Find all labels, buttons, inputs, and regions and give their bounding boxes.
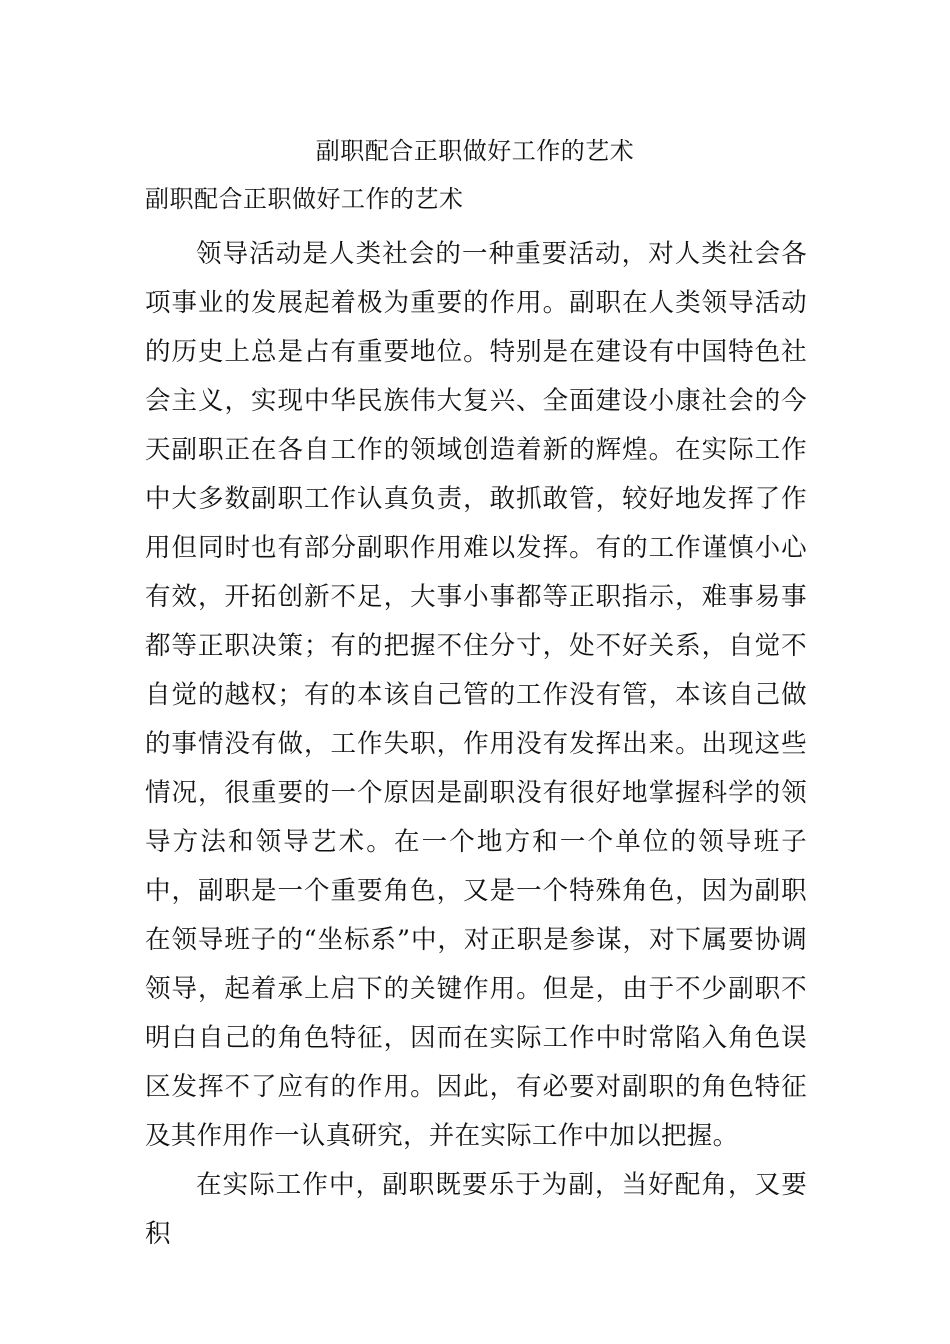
- paragraph-2: 在实际工作中，副职既要乐于为副，当好配角，又要积: [145, 1170, 807, 1249]
- document-subtitle: 副职配合正职做好工作的艺术: [145, 185, 464, 213]
- document-body: [145, 230, 807, 1259]
- document-title: 副职配合正职做好工作的艺术: [315, 137, 635, 165]
- paragraph-1: 领导活动是人类社会的一种重要活动，对人类社会各项事业的发展起着极为重要的作用。副职在人类领导活动的历史上总是占有重要地位。特别是在建设有中国特色社会主义，实现中华民族伟大复兴、全面建设小康社会的今天副职正在各自工作的领域创造着新的辉煌。在实际工作中大多数副职工作认真负责，敢抓敢管，较好地发挥了作用但同时也有部分副职作用难以发挥。有的工作谨慎小心有效，开拓创新不足，大事小事都等正职指示，难事易事都等正职决策；有的把握不住分寸，处不好关系，自觉不自觉的越权；有的本该自己管的工作没有管，本该自己做的事情没有做，工作失职，作用没有发挥出来。出现这些情况，很重要的一个原因是副职没有很好地掌握科学的领导方法和领导艺术。在一个地方和一个单位的领导班子中，副职是一个重要角色，又是一个特殊角色，因为副职在领导班子的“坐标系”中，对正职是参谋，对下属要协调领导，起着承上启下的关键作用。但是，由于不少副职不明白自己的角色特征，因而在实际工作中时常陷入角色误区发挥不了应有的作用。因此，有必要对副职的角色特征及其作用作一认真研究，并在实际工作中加以把握。: [145, 239, 807, 1151]
